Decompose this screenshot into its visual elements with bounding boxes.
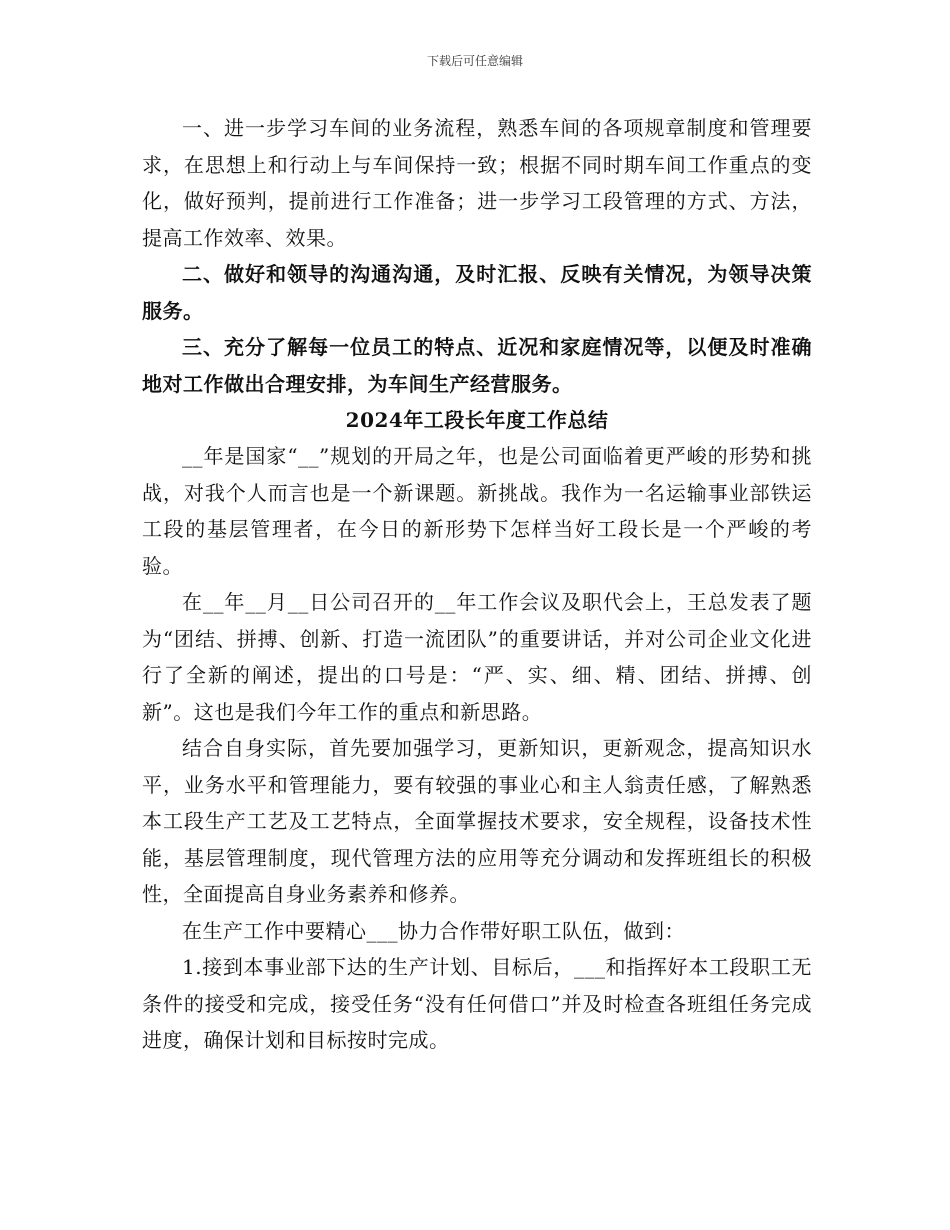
document-body	[142, 110, 812, 1059]
page-header: 下载后可任意编辑	[426, 54, 523, 68]
body-paragraph-5: 1.接到本事业部下达的生产计划、目标后，___和指挥好本工段职工无条件的接受和完成，接受任务“没有任何借口”并及时检查各班组任务完成进度，确保计划和目标按时完成。	[142, 955, 812, 1052]
section-title: 2024年工段长年度工作总结	[345, 408, 609, 432]
body-paragraph-1: __年是国家“__”规划的开局之年，也是公司面临着更严峻的形势和挑战，对我个人而言也是一个新课题。新挑战。我作为一名运输事业部铁运工段的基层管理者，在今日的新形势下怎样当好工段长是一个严峻的考验。	[142, 444, 812, 578]
paragraph-3: 三、充分了解每一位员工的特点、近况和家庭情况等，以便及时准确地对工作做出合理安排，为车间生产经营服务。	[142, 335, 812, 396]
body-paragraph-2: 在__年__月__日公司召开的__年工作会议及职代会上，王总发表了题为“团结、拼搏、创新、打造一流团队”的重要讲话，并对公司企业文化进行了全新的阐述，提出的口号是：“严、实、细、精、团结、拼搏、创新”。这也是我们今年工作的重点和新思路。	[142, 590, 812, 724]
paragraph-2: 二、做好和领导的沟通沟通，及时汇报、反映有关情况，为领导决策服务。	[142, 262, 812, 323]
body-paragraph-4: 在生产工作中要精心___协力合作带好职工队伍，做到：	[182, 918, 685, 943]
body-paragraph-3: 结合自身实际，首先要加强学习，更新知识，更新观念，提高知识水平，业务水平和管理能力，要有较强的事业心和主人翁责任感，了解熟悉本工段生产工艺及工艺特点，全面掌握技术要求，安全规程，设备技术性能，基层管理制度，现代管理方法的应用等充分调动和发挥班组长的积极性，全面提高自身业务素养和修养。	[142, 736, 812, 906]
paragraph-1: 一、进一步学习车间的业务流程，熟悉车间的各项规章制度和管理要求，在思想上和行动上与车间保持一致；根据不同时期车间工作重点的变化，做好预判，提前进行工作准备；进一步学习工段管理的方式、方法，提高工作效率、效果。	[142, 116, 812, 250]
